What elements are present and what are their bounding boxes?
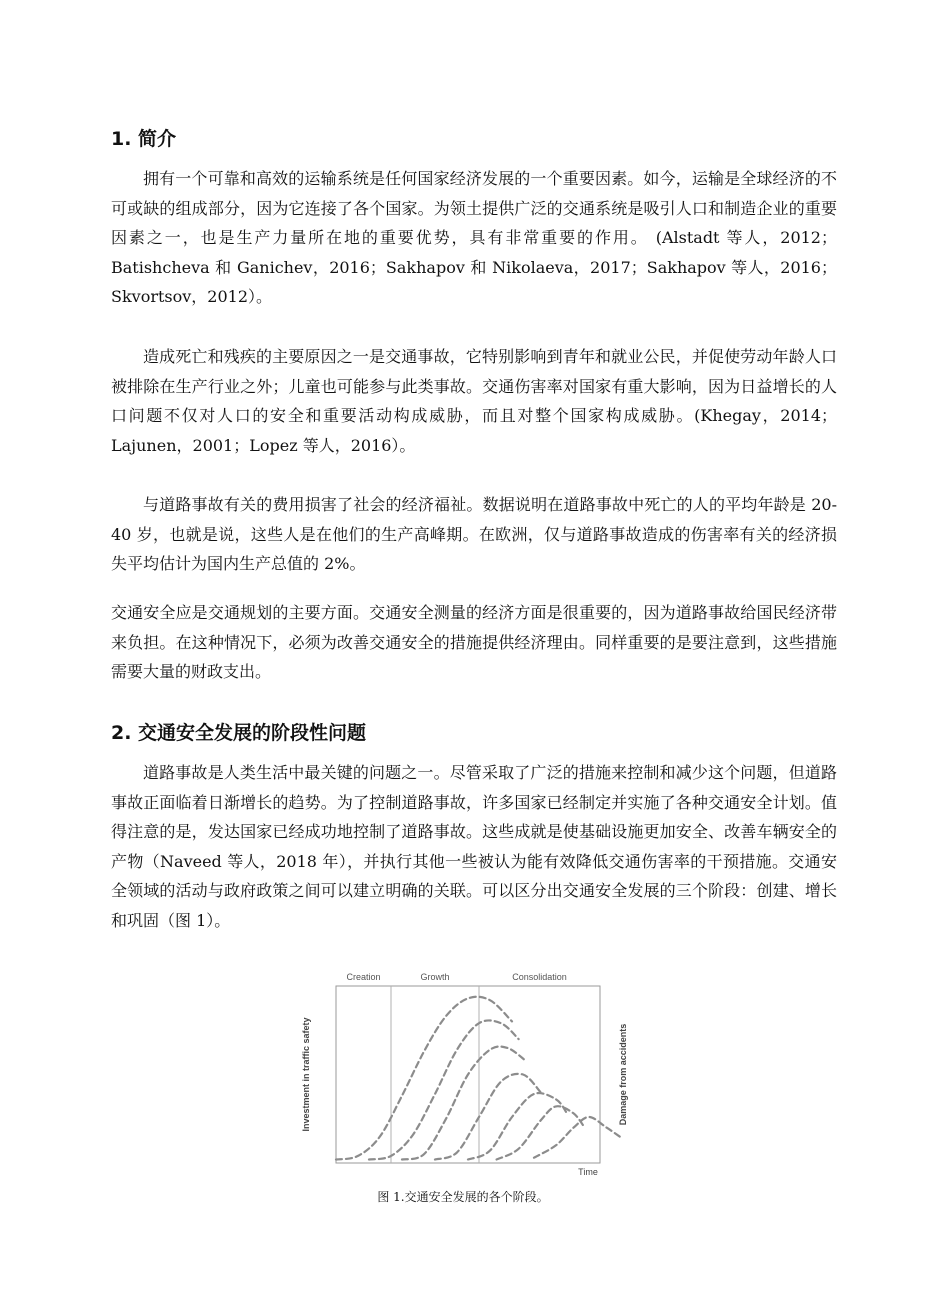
phase-label: Creation — [346, 972, 381, 982]
series-curve-6 — [497, 1106, 585, 1159]
series-curve-7 — [534, 1117, 622, 1158]
section-2-title: 2. 交通安全发展的阶段性问题 — [111, 722, 367, 744]
traffic-safety-stages-chart — [298, 966, 638, 1181]
y-axis-label: Investment in traffic safety — [301, 1017, 311, 1132]
x-axis-label: Time — [578, 1167, 598, 1177]
phase-label: Consolidation — [512, 972, 567, 982]
section-1-paragraph-2: 造成死亡和残疾的主要原因之一是交通事故，它特别影响到青年和就业公民，并促使劳动年龄人口被排除在生产行业之外；儿童也可能参与此类事故。交通伤害率对国家有重大影响，因为日益增长的人口问题不仅对人口的安全和重要活动构成威胁，而且对整个国家构成威胁。(Khegay，2014；Lajunen，2001；Lopez 等人，2016）。 — [111, 347, 837, 455]
phase-label: Growth — [420, 972, 450, 982]
y-axis-right-label: Damage from accidents — [618, 1023, 628, 1126]
section-1-paragraph-1: 拥有一个可靠和高效的运输系统是任何国家经济发展的一个重要因素。如今，运输是全球经济的不可或缺的组成部分，因为它连接了各个国家。为领土提供广泛的交通系统是吸引人口和制造企业的重要因素之一，也是生产力量所在地的重要优势，具有非常重要的作用。 (Alstadt 等人，2012；Batishcheva 和 Ganichev，2016；Sakhapov 和 Nikolaeva，2017；Sakhapov 等人，2016；Skvortsov，2012）。 — [111, 169, 837, 307]
section-1-paragraph-4: 交通安全应是交通规划的主要方面。交通安全测量的经济方面是很重要的，因为道路事故给国民经济带来负担。在这种情况下，必须为改善交通安全的措施提供经济理由。同样重要的是要注意到，这些措施需要大量的财政支出。 — [111, 603, 837, 682]
section-2-paragraph-1: 道路事故是人类生活中最关键的问题之一。尽管采取了广泛的措施来控制和减少这个问题，但道路事故正面临着日渐增长的趋势。为了控制道路事故，许多国家已经制定并实施了各种交通安全计划。值得注意的是，发达国家已经成功地控制了道路事故。这些成就是使基础设施更加安全、改善车辆安全的产物（Naveed 等人，2018 年），并执行其他一些被认为能有效降低交通伤害率的干预措施。交通安全领域的活动与政府政策之间可以建立明确的关联。可以区分出交通安全发展的三个阶段：创建、增长和巩固（图 1）。 — [111, 763, 837, 930]
section-1-paragraph-3: 与道路事故有关的费用损害了社会的经济福祉。数据说明在道路事故中死亡的人的平均年龄是 20-40 岁，也就是说，这些人是在他们的生产高峰期。在欧洲，仅与道路事故造成的伤害率有关的经济损失平均估计为国内生产总值的 2%。 — [111, 495, 837, 574]
section-1-title: 1. 简介 — [111, 128, 177, 150]
figure-1-caption: 图 1.交通安全发展的各个阶段。 — [377, 1190, 549, 1204]
figure-1 — [298, 966, 638, 1181]
series-curve-4 — [435, 1074, 541, 1160]
